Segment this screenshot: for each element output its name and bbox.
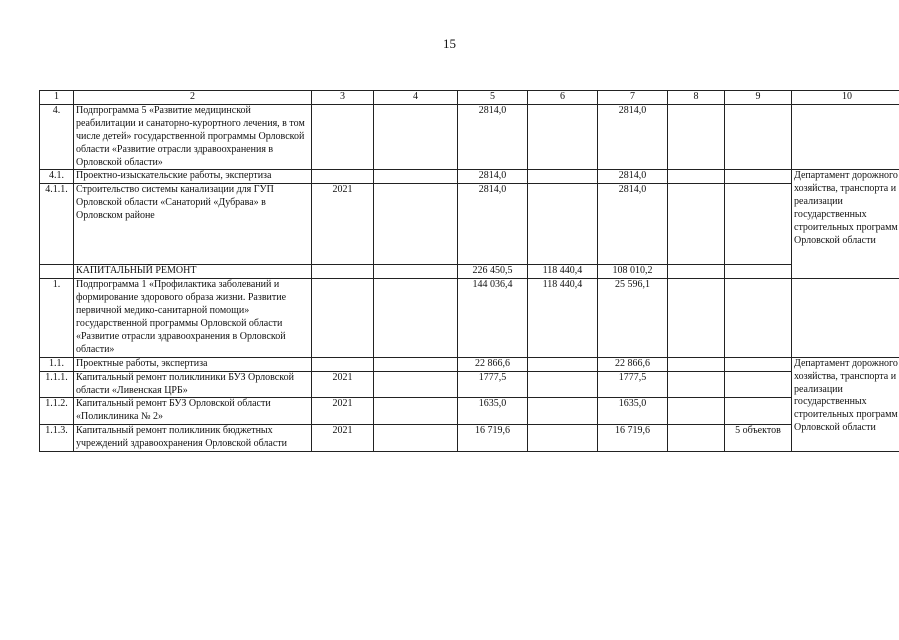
row-col7: 2814,0 (598, 170, 668, 184)
row-year: 2021 (312, 371, 374, 398)
row-year: 2021 (312, 398, 374, 425)
page-number: 15 (443, 36, 456, 51)
row-col4 (374, 425, 458, 452)
row-col5: 1635,0 (458, 398, 528, 425)
row-col8 (668, 398, 725, 425)
row-col5: 1777,5 (458, 371, 528, 398)
column-header: 1 (40, 91, 74, 105)
row-col4 (374, 357, 458, 371)
row-col9 (725, 170, 792, 184)
responsible-department: Департамент дорожного хозяйства, транспорта и реализации государственных строительных программ Орловской области (792, 170, 899, 279)
table-row (40, 279, 899, 357)
column-header: 2 (74, 91, 312, 105)
row-col7: 2814,0 (598, 184, 668, 265)
row-col8 (668, 425, 725, 452)
row-col7: 1635,0 (598, 398, 668, 425)
row-number: 4. (40, 104, 74, 170)
row-col5: 16 719,6 (458, 425, 528, 452)
row-year (312, 357, 374, 371)
column-header: 7 (598, 91, 668, 105)
row-col4 (374, 279, 458, 357)
row-col6 (528, 371, 598, 398)
row-year: 2021 (312, 184, 374, 265)
row-col8 (668, 371, 725, 398)
row-name: Строительство системы канализации для ГУП Орловской области «Санаторий «Дубрава» в Орловском районе (74, 184, 312, 265)
row-col6 (528, 104, 598, 170)
column-header: 8 (668, 91, 725, 105)
objects-count: 5 объектов (725, 425, 792, 452)
row-number (40, 265, 74, 279)
column-header: 10 (792, 91, 899, 105)
row-col4 (374, 371, 458, 398)
table-row (40, 265, 899, 279)
table-row (40, 398, 899, 425)
row-col8 (668, 104, 725, 170)
row-col9 (725, 398, 792, 425)
table-row (40, 357, 899, 371)
table-row (40, 425, 899, 452)
row-name: Подпрограмма 1 «Профилактика заболеваний и формирование здорового образа жизни. Развитие первичной медико-санитарной помощи» государственной программы Орловской области «Развитие отрасли здравоохранения в Орловской области» (74, 279, 312, 357)
row-year (312, 170, 374, 184)
table-row (40, 170, 899, 184)
row-col9 (725, 265, 792, 279)
row-col8 (668, 170, 725, 184)
budget-table (39, 90, 899, 452)
row-number: 1.1.1. (40, 371, 74, 398)
row-number: 4.1. (40, 170, 74, 184)
row-col6: 118 440,4 (528, 265, 598, 279)
row-col9 (725, 184, 792, 265)
row-col6 (528, 170, 598, 184)
row-col8 (668, 265, 725, 279)
column-number-row (40, 91, 899, 105)
column-header: 3 (312, 91, 374, 105)
row-col8 (668, 184, 725, 265)
row-col6 (528, 357, 598, 371)
row-col7: 16 719,6 (598, 425, 668, 452)
row-number: 1.1. (40, 357, 74, 371)
row-col5: 144 036,4 (458, 279, 528, 357)
row-col8 (668, 279, 725, 357)
row-col9 (725, 104, 792, 170)
row-col4 (374, 104, 458, 170)
row-col8 (668, 357, 725, 371)
table-row (40, 184, 899, 265)
column-header: 5 (458, 91, 528, 105)
row-col5: 2814,0 (458, 170, 528, 184)
row-col10 (792, 279, 899, 357)
row-year (312, 265, 374, 279)
table-row (40, 104, 899, 170)
row-col5: 2814,0 (458, 104, 528, 170)
row-name: Подпрограмма 5 «Развитие медицинской реабилитации и санаторно-курортного лечения, в том числе детей» государственной программы Орловской области «Развитие отрасли здравоохранения в Орловской области» (74, 104, 312, 170)
column-header: 4 (374, 91, 458, 105)
row-col5: 226 450,5 (458, 265, 528, 279)
row-col9 (725, 371, 792, 398)
row-number: 4.1.1. (40, 184, 74, 265)
row-col6 (528, 425, 598, 452)
row-name: Капитальный ремонт поликлиники БУЗ Орловской области «Ливенская ЦРБ» (74, 371, 312, 398)
row-col10 (792, 104, 899, 170)
row-year: 2021 (312, 425, 374, 452)
row-col7: 22 866,6 (598, 357, 668, 371)
row-col6: 118 440,4 (528, 279, 598, 357)
row-number: 1.1.2. (40, 398, 74, 425)
column-header: 6 (528, 91, 598, 105)
row-col9 (725, 357, 792, 371)
responsible-department: Департамент дорожного хозяйства, транспорта и реализации государственных строительных программ Орловской области (792, 357, 899, 451)
row-name: Капитальный ремонт БУЗ Орловской области «Поликлиника № 2» (74, 398, 312, 425)
section-title: КАПИТАЛЬНЫЙ РЕМОНТ (74, 265, 312, 279)
row-col4 (374, 265, 458, 279)
row-col6 (528, 398, 598, 425)
row-col4 (374, 398, 458, 425)
row-name: Проектно-изыскательские работы, экспертиза (74, 170, 312, 184)
row-col7: 108 010,2 (598, 265, 668, 279)
row-name: Капитальный ремонт поликлиник бюджетных учреждений здравоохранения Орловской области (74, 425, 312, 452)
row-col7: 25 596,1 (598, 279, 668, 357)
row-number: 1. (40, 279, 74, 357)
table-row (40, 371, 899, 398)
row-year (312, 104, 374, 170)
row-col4 (374, 170, 458, 184)
row-col5: 2814,0 (458, 184, 528, 265)
row-col6 (528, 184, 598, 265)
column-header: 9 (725, 91, 792, 105)
row-col9 (725, 279, 792, 357)
row-col7: 1777,5 (598, 371, 668, 398)
row-col5: 22 866,6 (458, 357, 528, 371)
row-name: Проектные работы, экспертиза (74, 357, 312, 371)
row-year (312, 279, 374, 357)
row-col4 (374, 184, 458, 265)
row-number: 1.1.3. (40, 425, 74, 452)
row-col7: 2814,0 (598, 104, 668, 170)
